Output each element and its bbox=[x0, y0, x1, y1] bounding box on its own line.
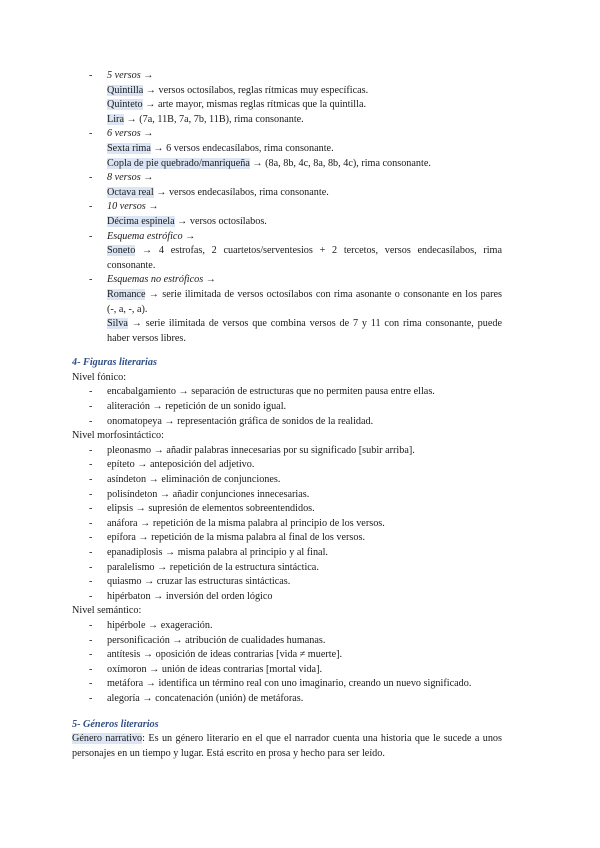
figure-text: hipérbaton → inversión del orden lógico bbox=[107, 590, 273, 602]
stanza-line bbox=[72, 288, 502, 317]
list-item bbox=[72, 575, 502, 590]
list-item bbox=[72, 385, 502, 400]
list-dash: - bbox=[89, 590, 93, 602]
list-dash: - bbox=[89, 619, 93, 631]
stanza-desc: → versos octosílabos, reglas rítmicas muy específicas. bbox=[143, 84, 369, 96]
stanza-line bbox=[72, 113, 502, 128]
figure-text: elipsis → supresión de elementos sobreentendidos. bbox=[107, 503, 315, 515]
list-item bbox=[72, 517, 502, 532]
stanza-term: Quinteto bbox=[107, 99, 143, 111]
list-dash: - bbox=[89, 576, 93, 588]
stanza-desc: → 6 versos endecasílabos, rima consonante. bbox=[150, 142, 334, 154]
genre-term: Género narrativo bbox=[72, 733, 143, 745]
list-dash: - bbox=[89, 201, 93, 213]
stanza-line bbox=[72, 215, 502, 230]
figure-text: alegoría → concatenación (unión) de metáforas. bbox=[107, 692, 304, 704]
list-item bbox=[72, 692, 502, 707]
metric-label: 6 versos bbox=[107, 128, 141, 140]
metric-label: 10 versos bbox=[107, 201, 146, 213]
list-item bbox=[72, 590, 502, 605]
level-label: Nivel fónico: bbox=[72, 371, 127, 383]
figure-text: quiasmo → cruzar las estructuras sintácticas. bbox=[107, 576, 291, 588]
arrow-glyph: → bbox=[143, 128, 154, 140]
stanza-term: Romance bbox=[107, 288, 146, 300]
stanza-desc: → serie ilimitada de versos octosílabos con rima asonante o consonante en los pares (-, a, -, a). bbox=[107, 288, 502, 315]
list-item bbox=[72, 677, 502, 692]
stanza-line bbox=[72, 142, 502, 157]
figure-text: onomatopeya → representación gráfica de sonidos de la realidad. bbox=[107, 415, 374, 427]
figure-text: epíteto → anteposición del adjetivo. bbox=[107, 459, 255, 471]
list-item bbox=[72, 473, 502, 488]
list-item bbox=[72, 502, 502, 517]
metric-label: Esquemas no estróficos bbox=[107, 274, 204, 286]
list-dash: - bbox=[89, 415, 93, 427]
figure-text: oxímoron → unión de ideas contrarias [mortal vida]. bbox=[107, 663, 323, 675]
stanza-desc: → (8a, 8b, 4c, 8a, 8b, 4c), rima consonante. bbox=[249, 157, 431, 169]
stanza-term: Lira bbox=[107, 113, 124, 125]
stanza-desc: → arte mayor, mismas reglas rítmicas que la quintilla. bbox=[142, 99, 367, 111]
metric-label: Esquema estrófico bbox=[107, 230, 183, 242]
list-dash: - bbox=[89, 488, 93, 500]
list-item bbox=[72, 663, 502, 678]
figure-text: personificación → atribución de cualidades humanas. bbox=[107, 634, 326, 646]
stanza-term: Quintilla bbox=[107, 84, 144, 96]
metric-group-10-versos bbox=[72, 200, 502, 215]
list-dash: - bbox=[89, 459, 93, 471]
stanza-line bbox=[72, 98, 502, 113]
list-dash: - bbox=[89, 532, 93, 544]
list-dash: - bbox=[89, 649, 93, 661]
figure-text: epífora → repetición de la misma palabra al final de los versos. bbox=[107, 532, 365, 544]
genre-paragraph bbox=[72, 732, 502, 761]
arrow-glyph: → bbox=[185, 230, 196, 242]
figure-text: epanadiplosis → misma palabra al principio y al final. bbox=[107, 547, 328, 558]
arrow-glyph: → bbox=[143, 70, 154, 81]
metric-group-5-versos bbox=[72, 69, 502, 84]
figure-text: aliteración → repetición de un sonido igual. bbox=[107, 401, 287, 413]
figure-text: paralelismo → repetición de la estructura sintáctica. bbox=[107, 561, 319, 573]
stanza-desc: → serie ilimitada de versos que combina versos de 7 y 11 con rima consonante, puede haber versos libres. bbox=[107, 318, 502, 344]
list-dash: - bbox=[89, 401, 93, 413]
section-heading-generos: 5- Géneros literarios bbox=[72, 718, 159, 730]
list-dash: - bbox=[89, 663, 93, 675]
stanza-term: Silva bbox=[107, 318, 128, 330]
figure-text: antítesis → oposición de ideas contrarias [vida ≠ muerte]. bbox=[107, 649, 343, 661]
figure-text: hipérbole → exageración. bbox=[107, 619, 213, 631]
metric-group-8-versos bbox=[72, 171, 502, 186]
section-heading-figuras: 4- Figuras literarias bbox=[72, 357, 157, 369]
level-label: Nivel morfosintáctico: bbox=[72, 430, 164, 442]
list-dash: - bbox=[89, 547, 93, 558]
stanza-term: Décima espinela bbox=[107, 215, 175, 227]
list-dash: - bbox=[89, 444, 93, 456]
figure-text: pleonasmo → añadir palabras innecesarias por su significado [subir arriba]. bbox=[107, 444, 415, 456]
list-item bbox=[72, 444, 502, 459]
notes-content bbox=[72, 69, 502, 761]
level-label: Nivel semántico: bbox=[72, 605, 142, 617]
metric-label: 8 versos bbox=[107, 172, 141, 184]
list-item bbox=[72, 400, 502, 415]
stanza-line bbox=[72, 244, 502, 273]
list-dash: - bbox=[89, 503, 93, 515]
list-dash: - bbox=[89, 70, 93, 81]
list-item bbox=[72, 488, 502, 503]
arrow-glyph: → bbox=[205, 274, 216, 286]
stanza-desc: → versos octosílabos. bbox=[174, 215, 267, 227]
genre-text: : Es un género literario en el que el narrador cuenta una historia que le sucede a unos personajes en un tiempo y lugar. Está escrito en prosa y hecho para ser leído. bbox=[72, 733, 502, 759]
stanza-desc: → 4 estrofas, 2 cuartetos/serventesios + 2 tercetos, versos endecasílabos, rima consonante. bbox=[107, 245, 502, 271]
stanza-term: Copla de pie quebrado/manriqueña bbox=[107, 157, 250, 169]
stanza-term: Sexta rima bbox=[107, 142, 151, 154]
list-dash: - bbox=[89, 172, 93, 184]
list-item bbox=[72, 415, 502, 430]
list-item bbox=[72, 531, 502, 546]
list-item bbox=[72, 634, 502, 649]
metric-group-no-estroficos bbox=[72, 273, 502, 288]
list-dash: - bbox=[89, 128, 93, 140]
stanza-line bbox=[72, 157, 502, 172]
list-dash: - bbox=[89, 692, 93, 704]
list-item bbox=[72, 619, 502, 634]
figure-text: anáfora → repetición de la misma palabra al principio de los versos. bbox=[107, 517, 385, 529]
arrow-glyph: → bbox=[148, 201, 159, 213]
list-dash: - bbox=[89, 386, 93, 398]
figure-text: metáfora → identifica un término real con uno imaginario, creando un nuevo significado. bbox=[107, 678, 472, 690]
list-item bbox=[72, 648, 502, 663]
list-item bbox=[72, 546, 502, 561]
metric-group-esquema-estrofico bbox=[72, 230, 502, 245]
figure-text: encabalgamiento → separación de estructuras que no permiten pausa entre ellas. bbox=[107, 386, 435, 398]
stanza-desc: → (7a, 11B, 7a, 7b, 11B), rima consonante. bbox=[123, 113, 304, 125]
stanza-desc: → versos endecasílabos, rima consonante. bbox=[153, 186, 329, 198]
figure-text: polisíndeton → añadir conjunciones innecesarias. bbox=[107, 488, 310, 500]
list-item bbox=[72, 561, 502, 576]
metric-group-6-versos bbox=[72, 127, 502, 142]
list-dash: - bbox=[89, 678, 93, 690]
list-dash: - bbox=[89, 274, 93, 286]
metric-label: 5 versos bbox=[107, 70, 141, 81]
list-dash: - bbox=[89, 474, 93, 486]
list-dash: - bbox=[89, 230, 93, 242]
list-dash: - bbox=[89, 634, 93, 646]
list-dash: - bbox=[89, 517, 93, 529]
stanza-line bbox=[72, 84, 502, 99]
stanza-line bbox=[72, 317, 502, 346]
arrow-glyph: → bbox=[143, 172, 154, 184]
stanza-term: Soneto bbox=[107, 245, 136, 257]
figure-text: asíndeton → eliminación de conjunciones. bbox=[107, 474, 281, 486]
stanza-line bbox=[72, 186, 502, 201]
stanza-term: Octava real bbox=[107, 186, 154, 198]
list-item bbox=[72, 458, 502, 473]
list-dash: - bbox=[89, 561, 93, 573]
